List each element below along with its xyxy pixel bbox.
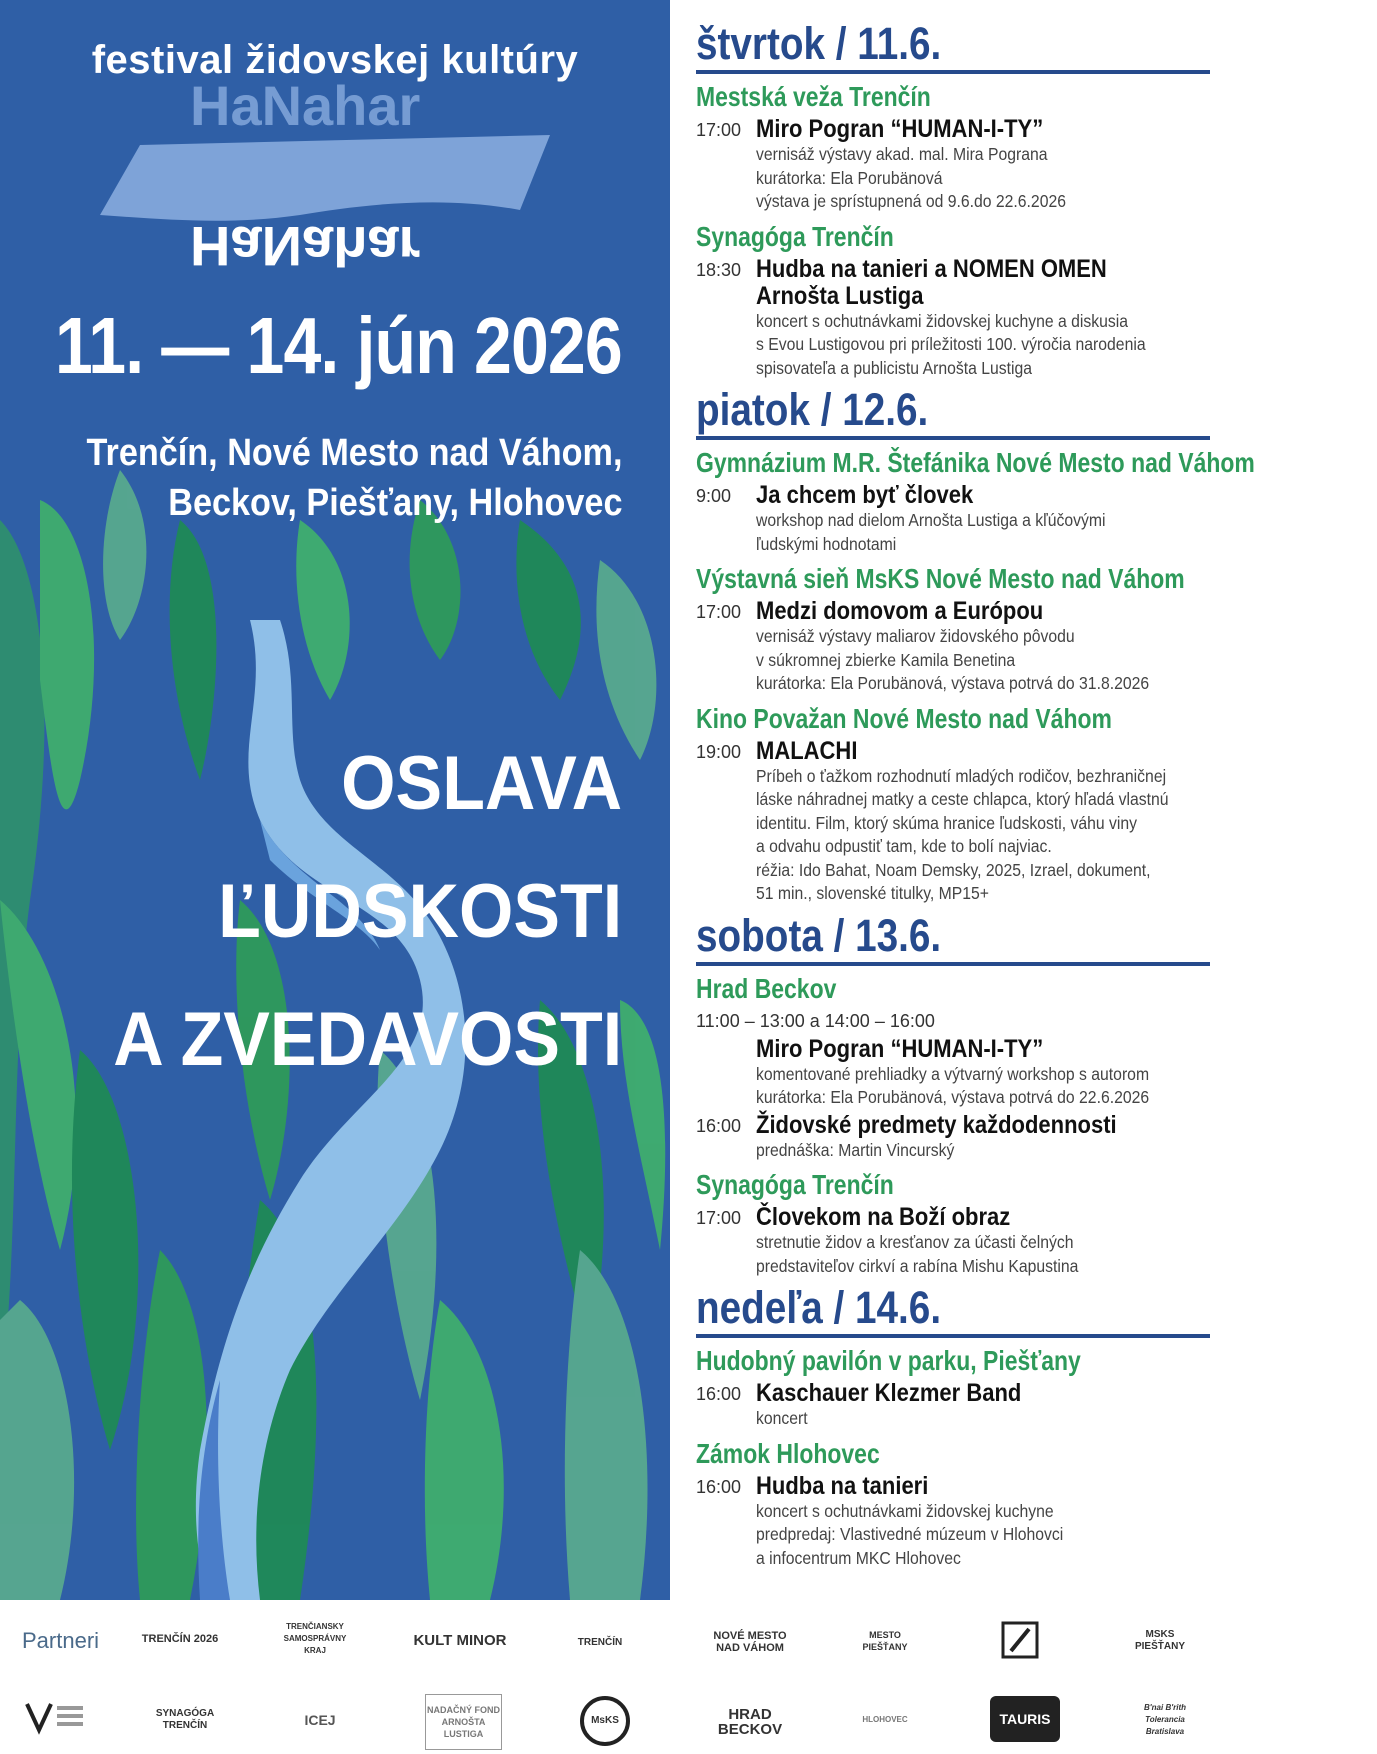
partner-logo: TRENČÍN 2026	[141, 1633, 219, 1645]
event	[696, 1473, 1210, 1571]
program-column	[696, 14, 1255, 1570]
event-title: Židovské predmety každodennosti	[756, 1110, 1117, 1139]
event	[696, 116, 1210, 214]
event-title: Miro Pogran “HUMAN-I-TY”	[756, 1034, 1044, 1063]
event	[696, 1112, 1210, 1163]
partner-logo: TRENČIANSKY SAMOSPRÁVNY KRAJ	[283, 1622, 347, 1655]
partner-logo: SYNAGÓGA TRENČÍN	[155, 1708, 215, 1731]
event-time: 17:00	[696, 120, 742, 140]
partner-logo: MESTO PIEŠŤANY	[862, 1630, 908, 1652]
event	[696, 738, 1210, 906]
event-description: workshop nad dielom Arnošta Lustiga a kľúčovými ľudskými hodnotami	[756, 510, 1106, 554]
event	[696, 482, 1210, 556]
towns-line: Beckov, Piešťany, Hlohovec	[167, 482, 622, 524]
event-description: koncert s ochutnávkami židovskej kuchyne predpredaj: Vlastivedné múzeum v Hlohovci a infocentrum MKC Hlohovec	[756, 1500, 1064, 1568]
partner-logo: TAURIS	[990, 1696, 1060, 1742]
event-description: prednáška: Martin Vincurský	[756, 1139, 955, 1160]
day-heading: štvrtok / 11.6.	[696, 18, 1210, 74]
hanahar-logo	[100, 74, 550, 278]
slogan-line: OSLAVA	[341, 741, 622, 826]
event-title: Hudba na tanieri	[756, 1471, 929, 1500]
venue-heading: Výstavná sieň MsKS Nové Mesto nad Váhom	[696, 563, 1185, 594]
event-description: Príbeh o ťažkom rozhodnutí mladých rodičov, bezhraničnej láske náhradnej matky a ceste chlapca, ktorý hľadá vlastnú identitu. Film, ktorý skúma hranice ľudskosti, váhu viny a odvahu odpustiť tam, kde to bolí najviac. réžia: Ido Bahat, Noam Demsky, 2025, Izrael, dokument, 51 min., slovenské titulky, MP15+	[756, 765, 1169, 903]
partner-logo: ICEJ	[304, 1712, 336, 1728]
event-description: koncert	[756, 1408, 808, 1428]
day-heading: sobota / 13.6.	[696, 910, 1210, 966]
event-timespan: 11:00 – 13:00 a 14:00 – 16:00	[696, 1010, 935, 1031]
partner-logo: MsKS	[580, 1696, 630, 1746]
venue-heading: Hrad Beckov	[696, 972, 837, 1004]
festival-towns	[86, 428, 622, 528]
event-title: MALACHI	[756, 736, 858, 765]
festival-dates: 11. — 14. jún 2026	[55, 301, 622, 390]
event-time: 17:00	[696, 602, 742, 622]
venue-heading: Kino Považan Nové Mesto nad Váhom	[696, 702, 1112, 734]
event	[696, 1036, 1210, 1110]
venue-heading: Synagóga Trenčín	[696, 1169, 894, 1200]
event-time: 19:00	[696, 741, 742, 762]
event-description: komentované prehliadky a výtvarný workshop s autorom kurátorka: Ela Porubänová, výstava potrvá do 22.6.2026	[756, 1063, 1150, 1107]
partner-logo	[20, 1692, 90, 1742]
partner-logo: NOVÉ MESTO NAD VÁHOM	[713, 1630, 787, 1654]
slogan-line: ĽUDSKOSTI	[218, 869, 622, 954]
festival-title: festival židovskej kultúry	[91, 38, 579, 82]
partner-logo: HRAD BECKOV	[717, 1706, 783, 1738]
slogan	[113, 720, 622, 1104]
event-title: Kaschauer Klezmer Band	[756, 1379, 1022, 1407]
event-title: Miro Pogran “HUMAN-I-TY”	[756, 115, 1044, 143]
event	[696, 256, 1210, 381]
day-heading: piatok / 12.6.	[696, 384, 1210, 440]
towns-line: Trenčín, Nové Mesto nad Váhom,	[86, 432, 622, 474]
partner-logo: B'nai B'rith Tolerancia Bratislava	[1143, 1703, 1187, 1736]
day-heading: nedeľa / 14.6.	[696, 1282, 1210, 1338]
partner-logo: KULT MINOR	[413, 1631, 507, 1649]
partner-logo: NADAČNÝ FOND ARNOŠTA LUSTIGA	[425, 1694, 502, 1750]
venue-heading: Hudobný pavilón v parku, Piešťany	[696, 1345, 1081, 1376]
event-description: stretnutie židov a kresťanov za účasti čelných predstaviteľov cirkví a rabína Mishu Kapustina	[756, 1232, 1079, 1276]
partner-emblem-icon	[25, 1700, 85, 1734]
event-description: koncert s ochutnávkami židovskej kuchyne a diskusia s Evou Lustigovou pri príležitosti 100. výročia narodenia spisovateľa a publicistu Arnošta Lustiga	[756, 310, 1146, 378]
event-time: 18:30	[696, 259, 742, 280]
event-title: Medzi domovom a Európou	[756, 597, 1044, 625]
event-title: Ja chcem byť človek	[756, 481, 974, 509]
event-time: 16:00	[696, 1115, 742, 1136]
event	[696, 598, 1210, 696]
partner-logo	[990, 1610, 1050, 1670]
event	[696, 1204, 1210, 1278]
partner-logo: TRENČÍN	[577, 1637, 623, 1648]
venue-heading: Gymnázium M.R. Štefánika Nové Mesto nad Váhom	[696, 447, 1255, 478]
event-time: 16:00	[696, 1384, 742, 1404]
event-description: vernisáž výstavy akad. mal. Mira Pograna kurátorka: Ela Porubänová výstava je sprístupnená od 9.6.do 22.6.2026	[756, 144, 1066, 211]
logo-text: HaNahar	[190, 74, 421, 137]
venue-heading: Synagóga Trenčín	[696, 220, 894, 252]
event	[696, 1380, 1210, 1431]
slogan-line: A ZVEDAVOSTI	[113, 997, 622, 1082]
partner-logo: HLOHOVEC	[862, 1715, 908, 1724]
partner-logo: MSKS PIEŠŤANY	[1134, 1629, 1185, 1652]
event-time: 16:00	[696, 1476, 742, 1497]
event-time: 17:00	[696, 1208, 742, 1228]
partners-label: Partneri	[22, 1628, 100, 1653]
partners-strip	[0, 1600, 1241, 1754]
event-description: vernisáž výstavy maliarov židovského pôvodu v súkromnej zbierke Kamila Benetina kurátorka: Ela Porubänová, výstava potrvá do 31.8.2026	[756, 626, 1150, 693]
venue-heading: Mestská veža Trenčín	[696, 81, 931, 112]
logo-text-mirrored: HaNahar	[190, 215, 421, 278]
event-title: Človekom na Boží obraz	[756, 1203, 1011, 1231]
event-title: Hudba na tanieri a NOMEN OMEN Arnošta Lustiga	[756, 254, 1107, 310]
poster-art-panel	[0, 0, 670, 1600]
event-time: 9:00	[696, 486, 732, 506]
partner-emblem-icon	[997, 1617, 1043, 1663]
venue-heading: Zámok Hlohovec	[696, 1437, 880, 1469]
